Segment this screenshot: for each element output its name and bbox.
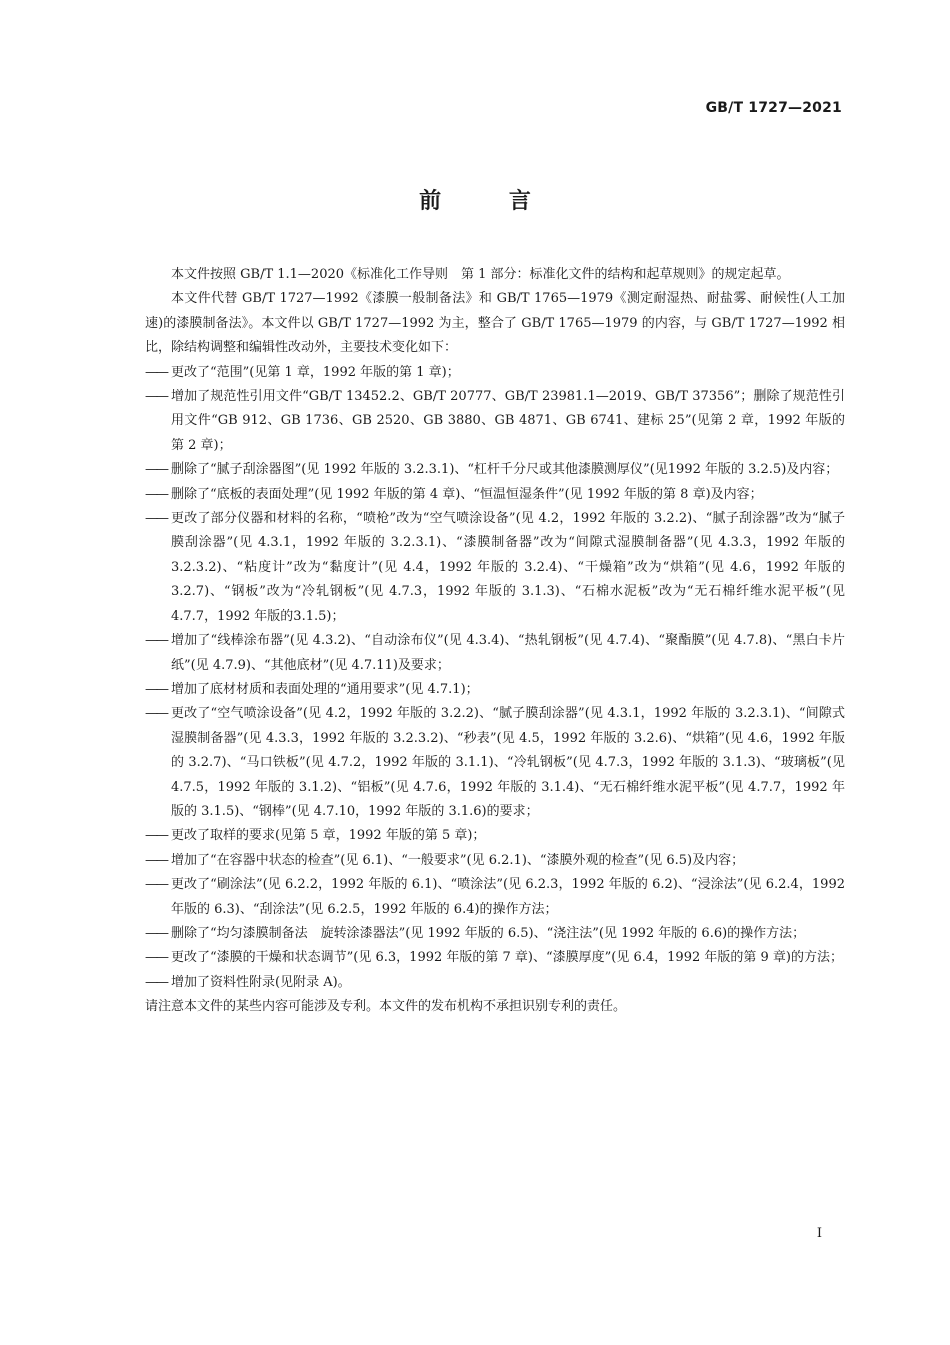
change-item: —— 更改了“空气喷涂设备”(见 4.2，1992 年版的 3.2.2)、“腻子膜刮涂器”(见 4.3.1，1992 年版的 3.2.3.1)、“间隙式湿膜制备器”(见 4.3.3，1992 年版的 3.2.3.2)、“秒表”(见 4.5，1992 年版的 3.2.6)、“烘箱”(见 4.6，1992 年版的 3.2.7)、“马口铁板”(见 4.7.2，1992 年版的 3.1.1)、“冷轧钢板”(见 4.7.3，1992 年版的 3.1.3)、“玻璃板”(见 4.7.5，1992 年版的 3.1.2)、“铝板”(见 4.7.6，1992 年版的 3.1.4)、“无石棉纤维水泥平板”(见 4.7.7，1992 年版的 3.1.5)、“钢棒”(见 4.7.10，1992 年版的 3.1.6)的要求； [145,702,845,824]
change-item: —— 更改了“刷涂法”(见 6.2.2，1992 年版的 6.1)、“喷涂法”(见 6.2.3，1992 年版的 6.2)、“浸涂法”(见 6.2.4，1992 年版的 6.3)、“刮涂法”(见 6.2.5，1992 年版的 6.4)的操作方法； [145,873,845,922]
change-item: —— 删除了“底板的表面处理”(见 1992 年版的第 4 章)、“恒温恒湿条件”(见 1992 年版的第 8 章)及内容； [145,483,845,507]
change-item: —— 更改了“范围”(见第 1 章，1992 年版的第 1 章)； [145,361,845,385]
change-item: —— 删除了“腻子刮涂器图”(见 1992 年版的 3.2.3.1)、“杠杆千分尺或其他漆膜测厚仪”(见1992 年版的 3.2.5)及内容； [145,458,845,482]
intro-paragraph-1: 本文件按照 GB/T 1.1—2020《标准化工作导则 第 1 部分：标准化文件的结构和起草规则》的规定起草。 [171,267,790,282]
page-number: I [816,1226,822,1241]
patent-notice: 请注意本文件的某些内容可能涉及专利。本文件的发布机构不承担识别专利的责任。 [145,999,627,1015]
change-item: —— 更改了部分仪器和材料的名称，“喷枪”改为“空气喷涂设备”(见 4.2，1992 年版的 3.2.2)、“腻子刮涂器”改为“腻子膜刮涂器”(见 4.3.1，1992 年版的 3.2.3.1)、“漆膜制备器”改为“间隙式湿膜制备器”(见 4.3.3，1992 年版的 3.2.3.2)、“粘度计”改为“黏度计”(见 4.4，1992 年版的 3.2.4)、“干燥箱”改为“烘箱”(见 4.6，1992 年版的 3.2.7)、“钢板”改为“冷轧钢板”(见 4.7.3，1992 年版的 3.1.3)、“石棉水泥板”改为“无石棉纤维水泥平板”(见 4.7.7，1992 年版的3.1.5)； [145,507,845,629]
change-item: —— 更改了取样的要求(见第 5 章，1992 年版的第 5 章)； [145,824,845,848]
page-title: 前 言 [419,189,561,214]
change-item: —— 增加了“在容器中状态的检查”(见 6.1)、“一般要求”(见 6.2.1)、“漆膜外观的检查”(见 6.5)及内容； [145,849,845,873]
foreword-body [145,263,845,1020]
change-item: —— 删除了“均匀漆膜制备法 旋转涂漆器法”(见 1992 年版的 6.5)、“浇注法”(见 1992 年版的 6.6)的操作方法； [145,922,845,946]
change-item: —— 增加了资料性附录(见附录 A)。 [145,971,845,995]
change-item: —— 更改了“漆膜的干燥和状态调节”(见 6.3，1992 年版的第 7 章)、“漆膜厚度”(见 6.4，1992 年版的第 9 章)的方法； [145,946,845,970]
change-item: —— 增加了底材材质和表面处理的“通用要求”(见 4.7.1)； [145,678,845,702]
change-item: —— 增加了“线棒涂布器”(见 4.3.2)、“自动涂布仪”(见 4.3.4)、“热轧钢板”(见 4.7.4)、“聚酯膜”(见 4.7.8)、“黑白卡片纸”(见 4.7.9)、“其他底材”(见 4.7.11)及要求； [145,629,845,678]
standard-code-header: GB/T 1727—2021 [705,100,842,116]
intro-paragraph-2: 本文件代替 GB/T 1727—1992《漆膜一般制备法》和 GB/T 1765—1979《测定耐湿热、耐盐雾、耐候性(人工加速)的漆膜制备法》。本文件以 GB/T 1727—1992 为主，整合了 GB/T 1765—1979 的内容，与 GB/T 1727—1992 相比，除结构调整和编辑性改动外，主要技术变化如下： [145,291,845,356]
change-list [145,361,845,996]
change-item: —— 增加了规范性引用文件“GB/T 13452.2、GB/T 20777、GB/T 23981.1—2019、GB/T 37356”；删除了规范性引用文件“GB 912、GB 1736、GB 2520、GB 3880、GB 4871、GB 6741、建标 25”(见第 2 章，1992 年版的第 2 章)； [145,385,845,458]
